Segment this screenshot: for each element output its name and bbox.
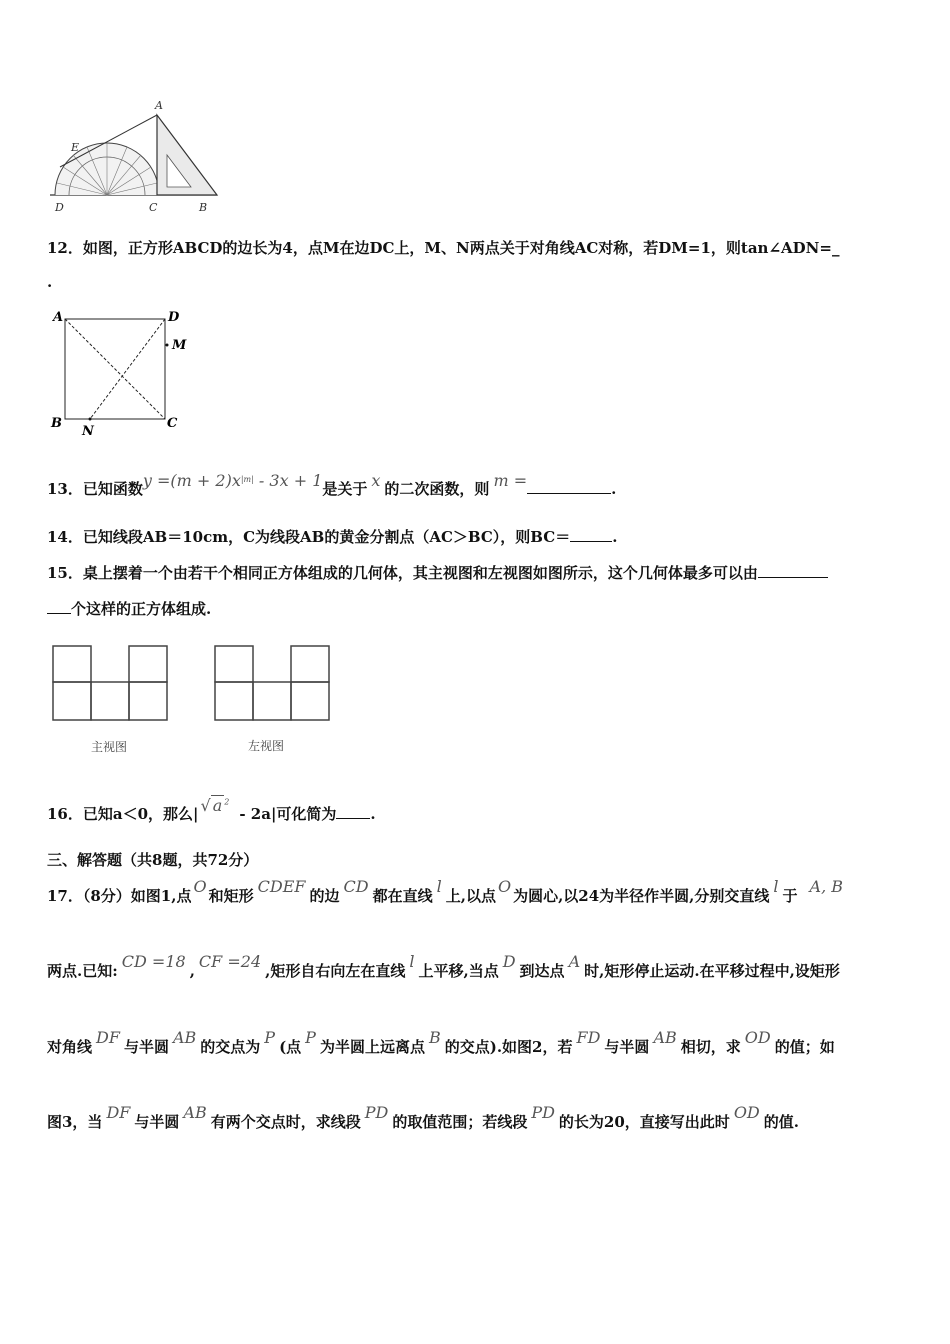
q14-text: 14．已知线段AB＝10cm，C为线段AB的黄金分割点（AC＞BC），则BC＝ [47,528,571,546]
q16-suffix: . [370,805,376,823]
q13-mid2: 的二次函数，则 [384,480,490,498]
q13-var: x [371,471,381,490]
q17-line3 [47,1028,835,1057]
text-q17-l3-1: DF [96,1028,120,1047]
label-b: B [51,416,62,431]
q14-line [47,526,617,547]
text-q17-l3-7: P [305,1028,316,1047]
q17-line4 [47,1103,799,1132]
text-q17-l1-4: 的边 [309,887,340,905]
q16-radicand: a [212,796,223,815]
text-q17-l2-3: CF =24 [198,952,262,971]
q16-mid: - 2a|可化简为 [239,805,337,823]
text-q17-l3-13: AB [653,1028,677,1047]
q15-answer-blank-cont[interactable] [47,601,71,614]
text-q17-l3-5: P [264,1028,276,1047]
q13-mid: 是关于 [322,480,368,498]
text-q17-l2-0: 两点.已知: [47,962,118,980]
q15-text: 15．桌上摆着一个由若干个相同正方体组成的几何体，其主视图和左视图如图所示，这个几何体最多可以由 [47,564,758,582]
text-q17-l3-3: AB [172,1028,197,1047]
text-q17-l4-7: PD [531,1103,555,1122]
text-q17-l2-5: l [409,952,415,971]
label-d: D [55,201,64,214]
label-n: N [82,424,94,435]
q12-line2: . [47,273,53,291]
text-q17-l1-0: 17．（8分）如图1,点 [47,887,192,905]
text-q17-l2-9: A [568,952,581,971]
text-q17-l2-10: 时,矩形停止运动.在平移过程中,设矩形 [584,962,840,980]
text-q17-l1-13: A, B [809,877,844,896]
q13-ask: m = [493,471,528,490]
label-b: B [199,201,208,214]
text-q17-l3-16: 的值；如 [774,1038,835,1056]
protractor-figure [45,95,225,220]
q16-answer-blank[interactable] [336,806,370,819]
text-q17-l1-8: 上,以点 [445,887,496,905]
main-view-drawing [53,646,167,720]
text-q17-l3-6: (点 [279,1038,302,1056]
text-q17-l4-10: 的值. [763,1113,799,1131]
views-figure [45,638,345,758]
text-q17-l4-4: 有两个交点时，求线段 [210,1113,361,1131]
text-q17-l4-8: 的长为20，直接写出此时 [558,1113,730,1131]
q15-line1 [47,562,828,583]
q15-text2: 个这样的正方体组成. [71,600,212,618]
text-q17-l1-2: 和矩形 [208,887,254,905]
label-c: C [167,416,178,431]
section-heading: 三、解答题（共8题，共72分） [47,851,259,869]
text-q17-l3-4: 的交点为 [200,1038,261,1056]
q14-suffix: . [612,528,618,546]
q15-answer-blank[interactable] [758,565,828,578]
label-c: C [149,201,158,214]
text-q17-l2-4: ,矩形自右向左在直线 [265,962,406,980]
text-q17-l3-2: 与半圆 [123,1038,169,1056]
q13-prefix: 13．已知函数 [47,480,143,498]
text-q17-l4-0: 图3，当 [47,1113,103,1131]
left-view-label: 左视图 [248,739,285,753]
text-q17-l1-9: O [497,877,512,896]
q17-line2 [47,952,840,981]
q13-answer-blank[interactable] [527,481,611,494]
text-q17-l1-1: O [193,877,207,896]
text-q17-l2-7: D [502,952,516,971]
text-q17-l3-0: 对角线 [47,1038,93,1056]
q15-line2 [47,598,211,619]
label-a: A [53,310,64,325]
q17-line1 [47,877,844,906]
q13-formula: y =(m + 2)x [142,471,241,490]
text-q17-l1-6: 都在直线 [372,887,433,905]
text-q17-l2-6: 上平移,当点 [418,962,499,980]
label-e: E [71,141,80,154]
label-m: M [172,338,187,353]
text-q17-l1-12: 于 [782,887,798,905]
text-q17-l4-2: 与半圆 [134,1113,180,1131]
text-q17-l4-5: PD [364,1103,389,1122]
text-q17-l4-1: DF [106,1103,131,1122]
text-q17-l3-10: 的交点).如图2，若 [444,1038,573,1056]
q12-line1: 12．如图，正方形ABCD的边长为4，点M在边DC上，M、N两点关于对角线AC对称，若DM=1，则tan∠ADN=_ [47,239,840,257]
text-q17-l4-3: AB [183,1103,207,1122]
q14-answer-blank[interactable] [570,529,612,542]
q13-formula-tail: - 3x + 1 [253,471,323,490]
text-q17-l2-8: 到达点 [519,962,565,980]
left-view-drawing [215,646,329,720]
q16-line [47,796,376,824]
q13-line [47,471,617,499]
text-q17-l1-3: CDEF [257,877,306,896]
q16-prefix: 16．已知a＜0，那么| [47,805,199,823]
text-q17-l3-11: FD [576,1028,601,1047]
main-view-label: 主视图 [91,740,128,754]
text-q17-l3-9: B [428,1028,441,1047]
q13-exponent: |m| [240,475,254,484]
label-a: A [155,99,163,112]
text-q17-l3-15: OD [744,1028,771,1047]
text-q17-l1-11: l [773,877,779,896]
text-q17-l3-8: 为半圆上远离点 [319,1038,425,1056]
square-figure [45,305,195,435]
text-q17-l4-6: 的取值范围；若线段 [392,1113,528,1131]
text-q17-l2-1: CD =18 [121,952,186,971]
text-q17-l1-10: 为圆心,以24为半径作半圆,分别交直线 [513,887,770,905]
text-q17-l3-14: 相切，求 [680,1038,741,1056]
q16-radical: √ a $^2$ [200,796,230,815]
text-q17-l3-12: 与半圆 [604,1038,650,1056]
text-q17-l2-2: , [189,962,195,980]
text-q17-l1-5: CD [343,877,369,896]
text-q17-l1-7: l [436,877,442,896]
q16-power: 2 [224,797,230,807]
q13-suffix: . [611,480,617,498]
label-d: D [168,310,180,325]
text-q17-l4-9: OD [733,1103,760,1122]
